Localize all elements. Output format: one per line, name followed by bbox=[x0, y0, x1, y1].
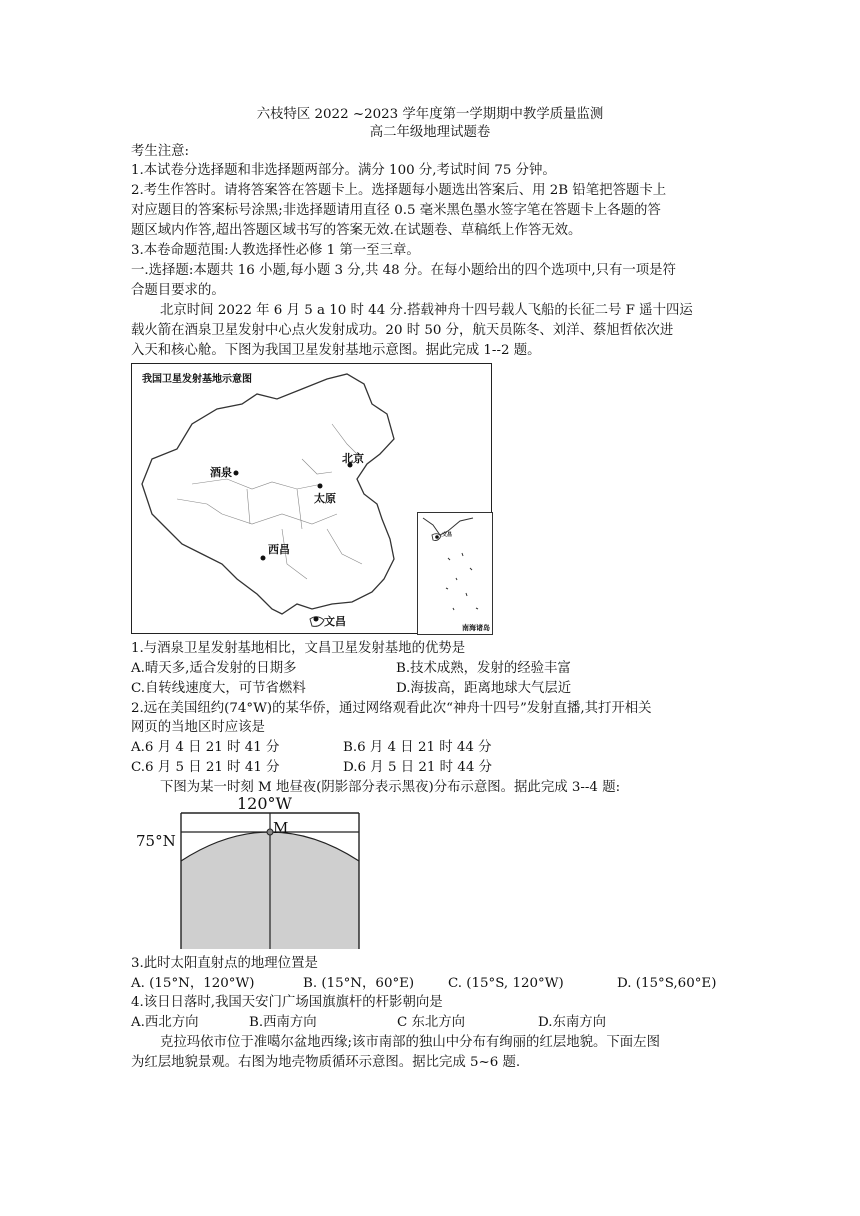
q2-stem: 2.远在美国纽约(74°W)的某华侨，通过网络观看此次“神舟十四号”发射直播,其打开相关 bbox=[131, 701, 652, 716]
china-border bbox=[142, 374, 394, 614]
q4-option-c: C 东北方向 bbox=[397, 1015, 466, 1030]
label-xichang: 西昌 bbox=[268, 543, 290, 556]
q2-option-d: D.6 月 5 日 21 时 44 分 bbox=[343, 760, 492, 775]
q3-option-d: D. (15°S,60°E) bbox=[617, 976, 717, 991]
launch-sites-map bbox=[131, 363, 492, 634]
q3-option-a: A. (15°N，120°W) bbox=[131, 976, 255, 991]
point-m-label: M bbox=[273, 819, 289, 837]
q4-option-a: A.西北方向 bbox=[131, 1015, 199, 1030]
jiuquan-dot bbox=[234, 471, 239, 476]
passage-line: 北京时间 2022 年 6 月 5 a 10 时 44 分.搭载神舟十四号载人飞船的长征二号 F 遥十四运 bbox=[160, 303, 693, 318]
inset-label: 南海诸岛 bbox=[462, 623, 490, 632]
notice-line: 1.本试卷分选择题和非选择题两部分。满分 100 分,考试时间 75 分钟。 bbox=[131, 163, 556, 178]
latitude-label: 75°N bbox=[136, 832, 176, 850]
q1-option-a: A.晴天多,适合发射的日期多 bbox=[131, 661, 297, 676]
q4-option-d: D.东南方向 bbox=[538, 1015, 607, 1030]
exam-subtitle: 高二年级地理试题卷 bbox=[369, 125, 491, 140]
notice-heading: 考生注意: bbox=[131, 144, 190, 159]
day-night-diagram bbox=[131, 794, 363, 953]
notice-line: 2.考生作答时。请将答案答在答题卡上。选择题每小题选出答案后、用 2B 铅笔把答题卡上 bbox=[131, 183, 667, 198]
inset-label-wenchang: 文昌 bbox=[442, 532, 453, 538]
inset-map bbox=[418, 513, 492, 634]
notice-line: 题区域内作答,超出答题区域书写的答案无效.在试题卷、草稿纸上作答无效。 bbox=[131, 223, 582, 238]
taiyuan-dot bbox=[318, 484, 323, 489]
xichang-dot bbox=[261, 556, 266, 561]
q2-option-b: B.6 月 4 日 21 时 44 分 bbox=[343, 740, 492, 755]
q1-option-c: C.自转线速度大，可节省燃料 bbox=[131, 681, 306, 696]
q2-option-c: C.6 月 5 日 21 时 41 分 bbox=[131, 760, 280, 775]
q4-option-b: B.西南方向 bbox=[249, 1015, 317, 1030]
passage-line: 载火箭在酒泉卫星发射中心点火发射成功。20 时 50 分，航天员陈冬、刘洋、蔡旭哲依次进 bbox=[131, 323, 674, 338]
passage-line: 入天和核心舱。下图为我国卫星发射基地示意图。据此完成 1--2 题。 bbox=[131, 343, 541, 358]
section-heading-cont: 合题目要求的。 bbox=[131, 283, 225, 298]
q1-option-b: B.技术成熟，发射的经验丰富 bbox=[396, 661, 571, 676]
longitude-label: 120°W bbox=[237, 794, 292, 813]
q1-stem: 1.与酒泉卫星发射基地相比，文昌卫星发射基地的优势是 bbox=[131, 641, 466, 656]
exam-title: 六枝特区 2022 ~2023 学年度第一学期期中教学质量监测 bbox=[256, 107, 604, 122]
label-wenchang: 文昌 bbox=[324, 615, 346, 628]
label-taiyuan: 太原 bbox=[314, 492, 336, 505]
notice-line: 3.本卷命题范围:人教选择性必修 1 第一至三章。 bbox=[131, 243, 420, 258]
q3-option-c: C. (15°S, 120°W) bbox=[448, 976, 564, 991]
q3-stem: 3.此时太阳直射点的地理位置是 bbox=[131, 956, 318, 971]
passage2: 下图为某一时刻 M 地昼夜(阴影部分表示黑夜)分布示意图。据此完成 3--4 题: bbox=[160, 780, 621, 795]
passage3-line: 为红层地貌景观。右图为地壳物质循环示意图。据比完成 5~6 题. bbox=[131, 1055, 521, 1070]
q4-stem: 4.该日日落时,我国天安门广场国旗旗杆的杆影朝向是 bbox=[131, 995, 443, 1010]
day-night-svg bbox=[131, 797, 363, 953]
q3-option-b: B. (15°N，60°E) bbox=[303, 976, 415, 991]
map-title: 我国卫星发射基地示意图 bbox=[142, 374, 252, 385]
label-beijing: 北京 bbox=[342, 452, 364, 465]
q2-option-a: A.6 月 4 日 21 时 41 分 bbox=[131, 740, 280, 755]
label-jiuquan: 酒泉 bbox=[210, 466, 232, 479]
q2-stem-cont: 网页的当地区时应该是 bbox=[131, 720, 265, 735]
wenchang-dot bbox=[314, 617, 319, 622]
south-china-sea-inset bbox=[417, 512, 493, 635]
passage3-line: 克拉玛依市位于准噶尔盆地西缘;该市南部的独山中分布有绚丽的红层地貌。下面左图 bbox=[160, 1035, 660, 1050]
section-heading: 一.选择题:本题共 16 小题,每小题 3 分,共 48 分。在每小题给出的四个选项中,只有一项是符 bbox=[131, 263, 676, 278]
q1-option-d: D.海拔高，距离地球大气层近 bbox=[396, 681, 572, 696]
notice-line: 对应题目的答案标号涂黑;非选择题请用直径 0.5 毫米黑色墨水签字笔在答题卡上各题的答 bbox=[131, 203, 661, 218]
